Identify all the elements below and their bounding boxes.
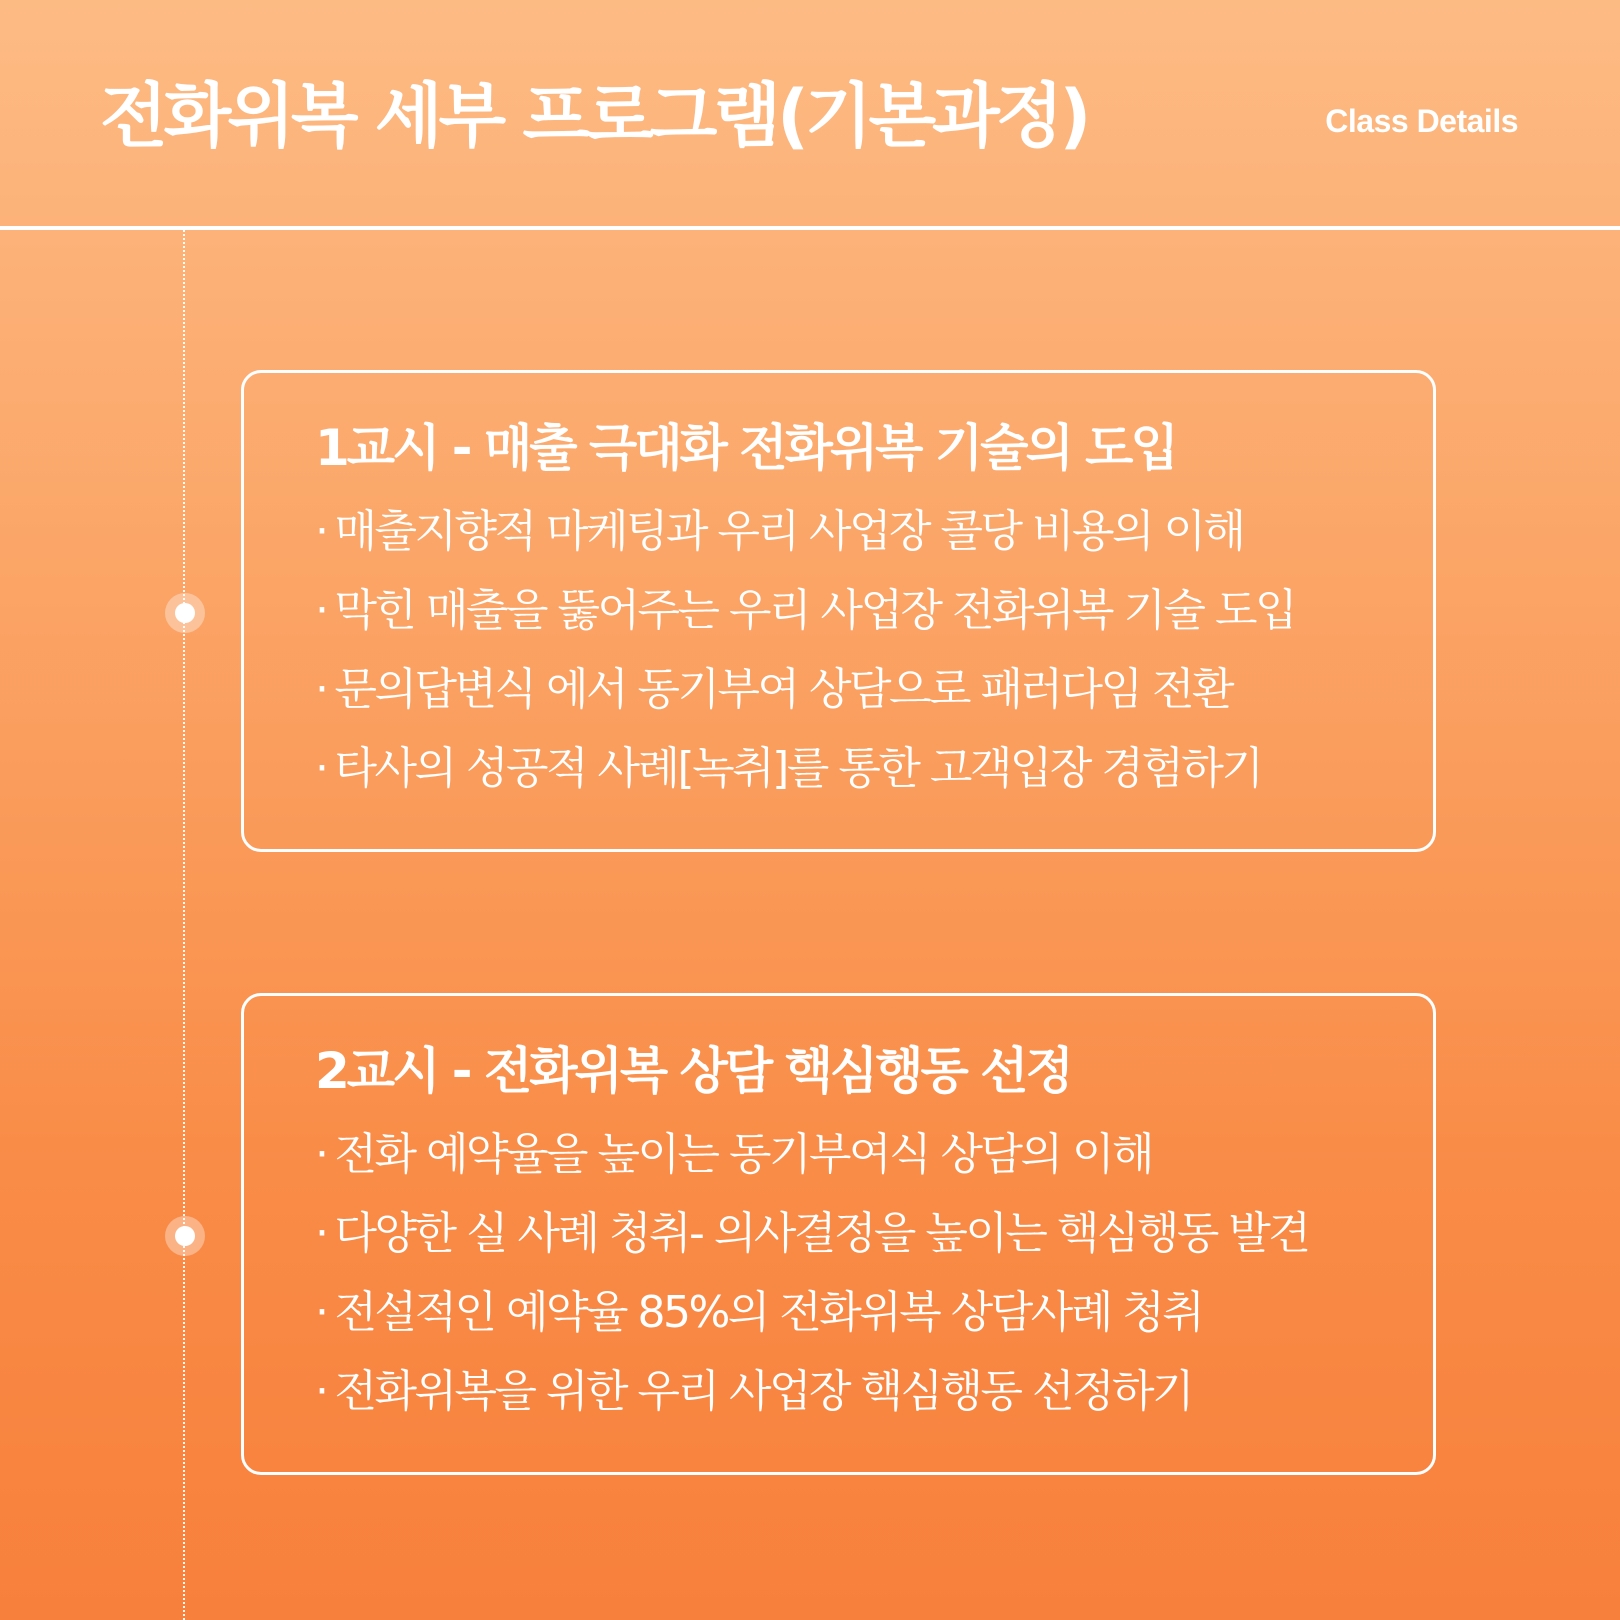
session-card-1 bbox=[241, 370, 1436, 852]
timeline-dot bbox=[175, 603, 195, 623]
session-item-text: 문의답변식 에서 동기부여 상담으로 패러다임 전환 bbox=[334, 663, 1233, 715]
header-divider bbox=[0, 226, 1620, 230]
session-item-text: 전설적인 예약율 85%의 전화위복 상담사례 청취 bbox=[334, 1286, 1203, 1338]
session-item-text: 다양한 실 사례 청취- 의사결정을 높이는 핵심행동 발견 bbox=[334, 1207, 1309, 1259]
session-item bbox=[315, 1115, 1393, 1194]
bullet-icon: · bbox=[315, 584, 327, 636]
bullet-icon: · bbox=[315, 505, 327, 557]
session-item bbox=[315, 1352, 1393, 1431]
session-item bbox=[315, 729, 1393, 808]
session-item-text: 매출지향적 마케팅과 우리 사업장 콜당 비용의 이해 bbox=[334, 505, 1244, 557]
bullet-icon: · bbox=[315, 1365, 327, 1417]
timeline-dot bbox=[175, 1226, 195, 1246]
bullet-icon: · bbox=[315, 1286, 327, 1338]
bullet-icon: · bbox=[315, 1128, 327, 1180]
session-item bbox=[315, 1273, 1393, 1352]
session-item-text: 전화 예약율을 높이는 동기부여식 상담의 이해 bbox=[334, 1128, 1153, 1180]
session-title: 2교시 - 전화위복 상담 핵심행동 선정 bbox=[315, 1042, 1071, 1100]
session-item-list bbox=[315, 492, 1393, 808]
session-item bbox=[315, 571, 1393, 650]
session-item-text: 전화위복을 위한 우리 사업장 핵심행동 선정하기 bbox=[334, 1365, 1193, 1417]
bullet-icon: · bbox=[315, 1207, 327, 1259]
page-title: 전화위복 세부 프로그램(기본과정) bbox=[100, 75, 1088, 157]
subtitle: Class Details bbox=[1325, 103, 1518, 139]
session-card-2 bbox=[241, 993, 1436, 1475]
session-item-text: 타사의 성공적 사례[녹취]를 통한 고객입장 경험하기 bbox=[334, 742, 1262, 794]
timeline-line bbox=[183, 230, 185, 1620]
bullet-icon: · bbox=[315, 742, 327, 794]
session-item-text: 막힌 매출을 뚫어주는 우리 사업장 전화위복 기술 도입 bbox=[334, 584, 1295, 636]
session-item bbox=[315, 1194, 1393, 1273]
session-title: 1교시 - 매출 극대화 전화위복 기술의 도입 bbox=[315, 419, 1176, 477]
session-item bbox=[315, 492, 1393, 571]
session-item bbox=[315, 650, 1393, 729]
session-item-list bbox=[315, 1115, 1393, 1431]
bullet-icon: · bbox=[315, 663, 327, 715]
